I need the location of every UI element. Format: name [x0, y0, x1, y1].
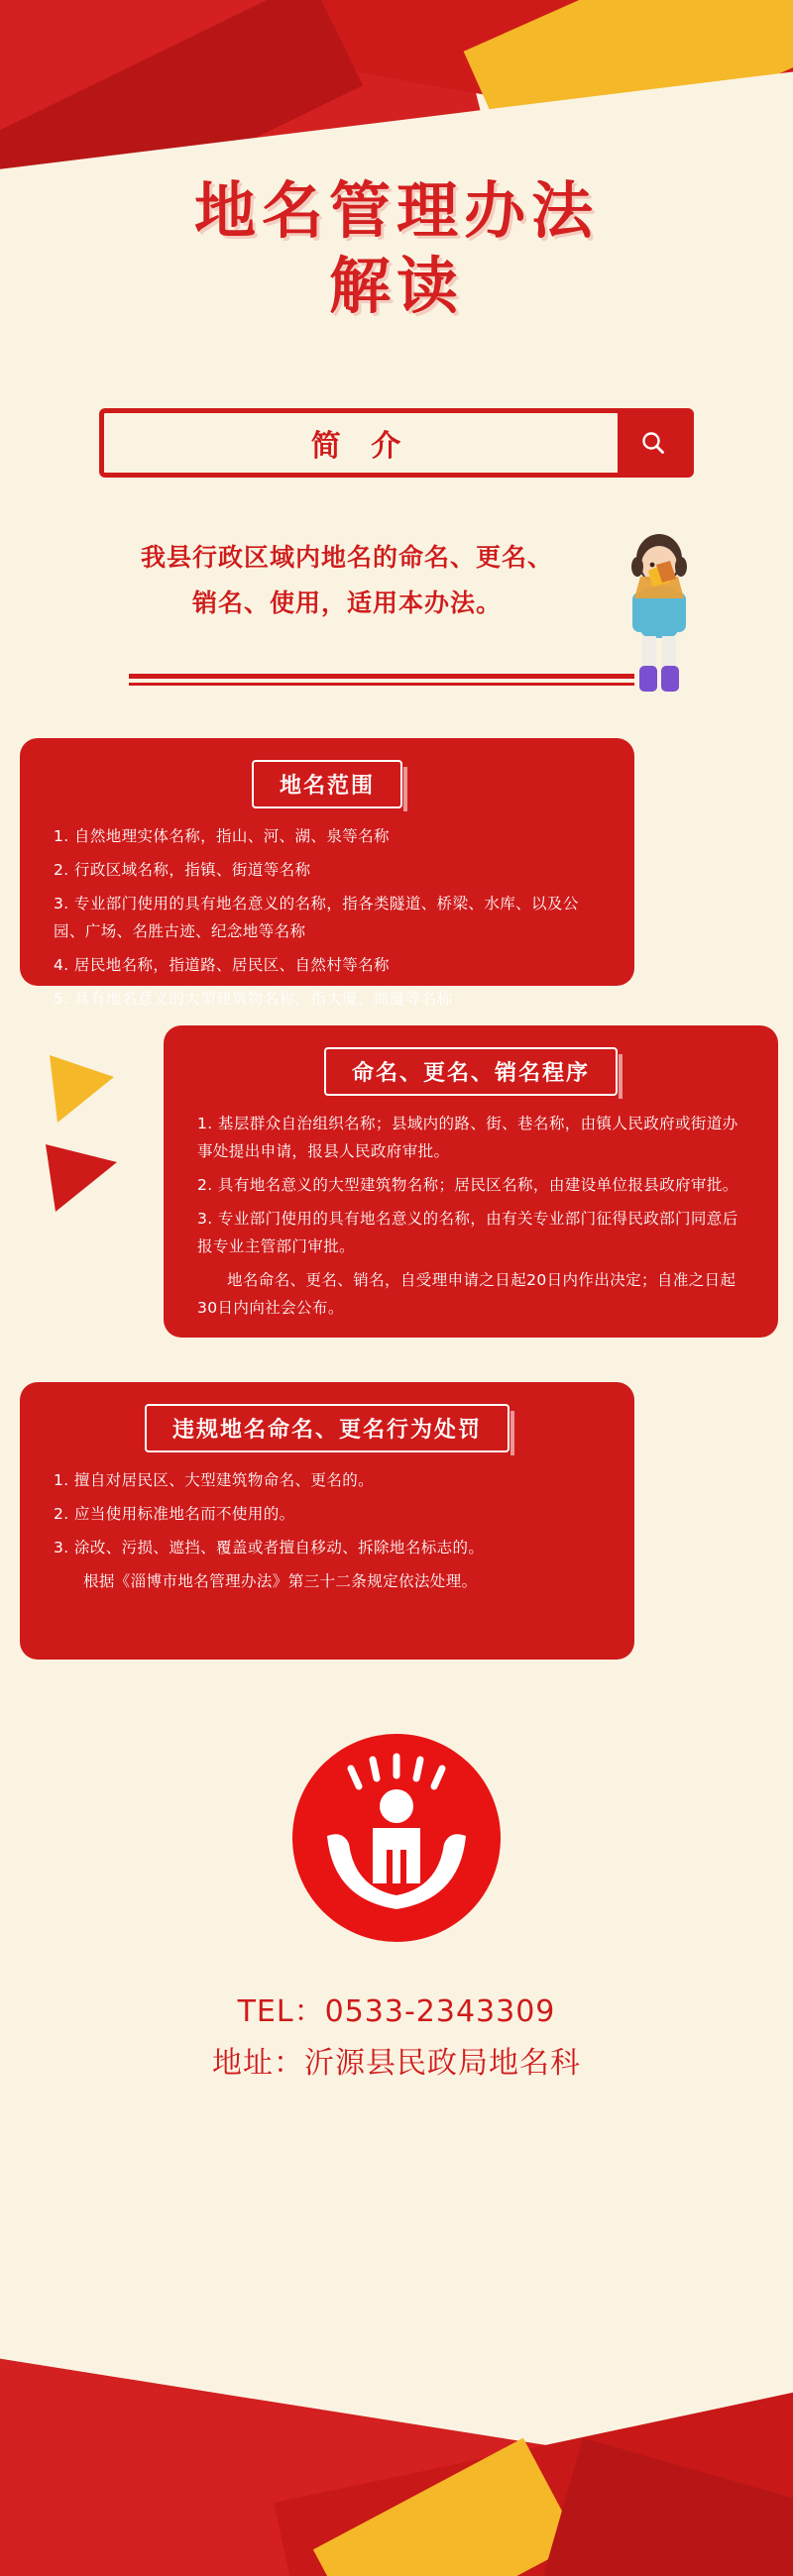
intro-divider — [129, 674, 634, 686]
contact-address: 地址：沂源县民政局地名科 — [212, 2046, 581, 2081]
list-item: 1. 基层群众自治组织名称；县域内的路、街、巷名称，由镇人民政府或街道办事处提出申请，报县人民政府审批。 — [197, 1115, 738, 1160]
list-item: 3. 涂改、污损、遮挡、覆盖或者擅自移动、拆除地名标志的。 — [54, 1539, 485, 1556]
arrow-decoration — [40, 1045, 169, 1224]
list-item: 1. 自然地理实体名称，指山、河、湖、泉等名称 — [54, 827, 390, 845]
list-item: 地名命名、更名、销名，自受理申请之日起20日内作出决定；自准之日起30日内向社会公布。 — [197, 1271, 736, 1317]
page-title — [0, 173, 793, 324]
heading-shadow — [510, 1411, 514, 1455]
heading-shadow — [619, 1054, 623, 1099]
list-item: 根据《淄博市地名管理办法》第三十二条规定依法处理。 — [83, 1572, 478, 1590]
title-line-2: 解读 — [328, 250, 464, 322]
contact-info — [0, 1986, 793, 2090]
section-heading-penalty: 违规地名命名、更名行为处罚 — [145, 1404, 510, 1452]
search-bar[interactable] — [99, 408, 694, 478]
search-button[interactable] — [618, 413, 689, 473]
intro-line-1: 我县行政区域内地名的命名、更名、 — [140, 543, 553, 572]
civil-affairs-logo — [287, 1729, 506, 1947]
list-item: 4. 居民地名称，指道路、居民区、自然村等名称 — [54, 956, 390, 974]
contact-tel: TEL：0533-2343309 — [237, 1994, 556, 2029]
magnifier-icon — [638, 428, 668, 458]
intro-line-2: 销名、使用，适用本办法。 — [191, 589, 502, 617]
section-block-procedure — [164, 1025, 778, 1338]
list-item: 2. 具有地名意义的大型建筑物名称；居民区名称，由建设单位报县政府审批。 — [197, 1176, 738, 1194]
list-item: 3. 专业部门使用的具有地名意义的名称，由有关专业部门征得民政部门同意后报专业主管部门审批。 — [197, 1210, 738, 1255]
girl-illustration — [605, 525, 714, 703]
heading-shadow — [403, 767, 407, 811]
list-item: 3. 专业部门使用的具有地名意义的名称，指各类隧道、桥梁、水库、以及公园、广场、名胜古迹、纪念地等名称 — [54, 895, 579, 940]
section-body-procedure — [164, 1110, 778, 1351]
search-label: 简 介 — [310, 429, 411, 464]
section-heading-scope: 地名范围 — [252, 760, 402, 808]
section-block-scope — [20, 738, 634, 1008]
section-heading-procedure: 命名、更名、销名程序 — [324, 1047, 618, 1096]
intro-text — [89, 535, 605, 626]
bottom-decoration — [0, 2348, 793, 2576]
list-item: 2. 行政区域名称，指镇、街道等名称 — [54, 861, 311, 879]
section-body-penalty — [20, 1466, 634, 1625]
list-item: 2. 应当使用标准地名而不使用的。 — [54, 1505, 295, 1523]
title-line-1: 地名管理办法 — [193, 174, 599, 247]
list-item: 1. 擅自对居民区、大型建筑物命名、更名的。 — [54, 1471, 375, 1489]
list-item: 5. 具有地名意义的大型建筑物名称，指大厦、商厦等名称 — [54, 990, 453, 1008]
section-block-penalty — [20, 1382, 634, 1660]
section-body-scope — [20, 822, 634, 1042]
